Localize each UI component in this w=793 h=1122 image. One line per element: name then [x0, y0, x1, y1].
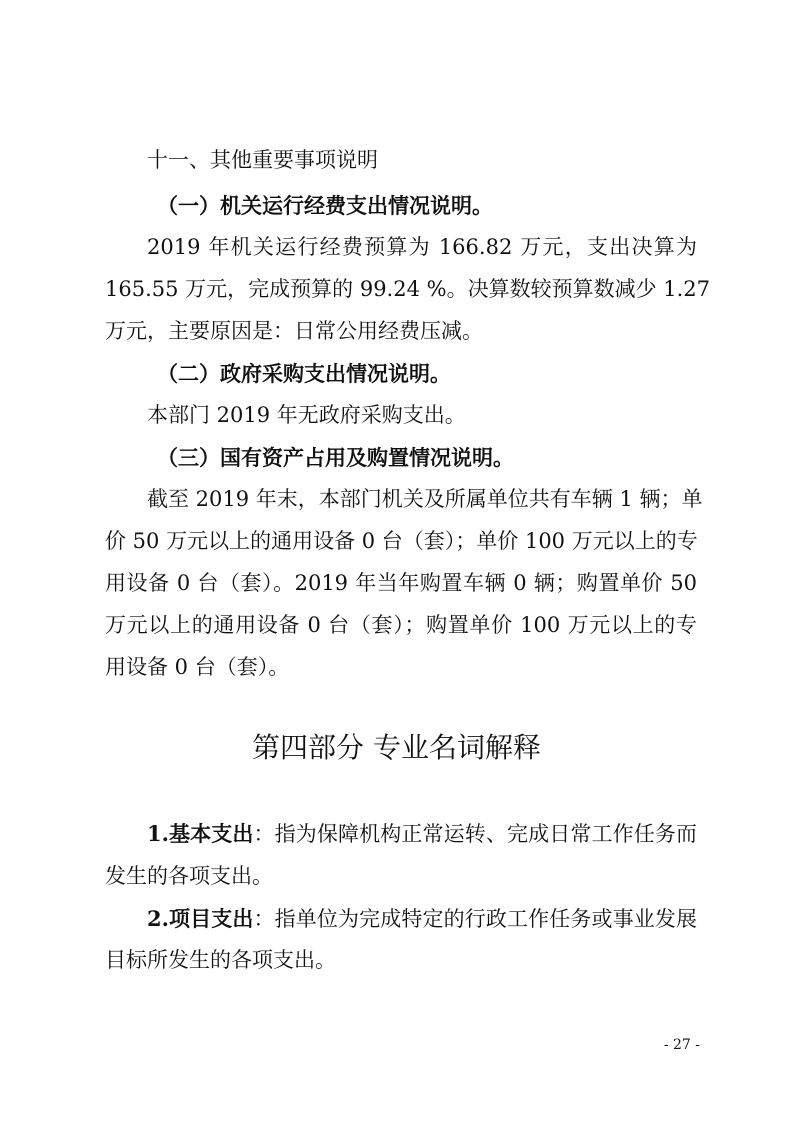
paragraph-line: 2019 年机关运行经费预算为 166.82 万元，支出决算为: [147, 235, 697, 259]
page-number: - 27 -: [663, 1037, 700, 1053]
paragraph-line: 用设备 0 台（套）。2019 年当年购置车辆 0 辆；购置单价 50: [105, 571, 697, 595]
term-definition-line: 目标所发生的各项支出。: [105, 948, 336, 972]
part-title: 第四部分 专业名词解释: [252, 731, 541, 764]
term-definition-line: 发生的各项支出。: [105, 864, 273, 888]
subsection-heading: （二）政府采购支出情况说明。: [157, 361, 451, 386]
paragraph-line: 万元，主要原因是：日常公用经费压减。: [105, 319, 483, 343]
term-name: 1.基本支出: [147, 821, 254, 846]
paragraph-line: 165.55 万元，完成预算的 99.24 %。决算数较预算数减少 1.27: [105, 277, 711, 301]
subsection-heading: （一）机关运行经费支出情况说明。: [157, 193, 493, 218]
section-heading: 十一、其他重要事项说明: [147, 148, 378, 172]
paragraph-line: 截至 2019 年末，本部门机关及所属单位共有车辆 1 辆；单: [147, 487, 703, 511]
subsection-heading: （三）国有资产占用及购置情况说明。: [157, 445, 514, 470]
term-definition-line: [147, 823, 697, 845]
paragraph-line: 价 50 万元以上的通用设备 0 台（套）；单价 100 万元以上的专: [105, 529, 698, 553]
term-name: 2.项目支出: [147, 906, 254, 931]
paragraph-line: 万元以上的通用设备 0 台（套）；购置单价 100 万元以上的专: [105, 613, 697, 637]
paragraph-line: 用设备 0 台（套）。: [105, 655, 290, 679]
term-definition-line: [147, 908, 697, 930]
term-definition-text: ：指单位为完成特定的行政工作任务或事业发展: [253, 907, 697, 931]
paragraph-line: 本部门 2019 年无政府采购支出。: [147, 403, 466, 427]
term-definition-text: ：指为保障机构正常运转、完成日常工作任务而: [253, 822, 697, 846]
